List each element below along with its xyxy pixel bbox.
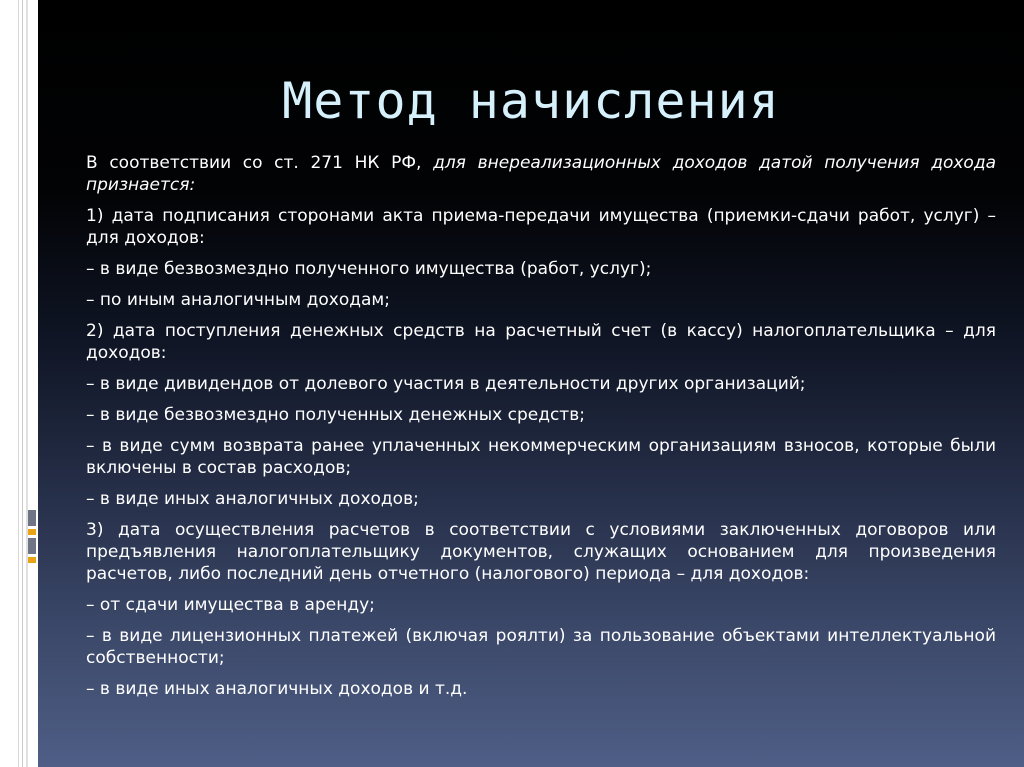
paragraph: 2) дата поступления денежных средств на расчетный счет (в кассу) налогоплательщика – для доходов: (86, 321, 996, 363)
accent-block-gray (28, 538, 36, 554)
accent-block-orange (28, 557, 36, 563)
paragraph: – от сдачи имущества в аренду; (86, 595, 375, 615)
paragraph: – в виде безвозмездно полученных денежных средств; (86, 405, 585, 425)
paragraph: – в виде безвозмездно полученного имущества (работ, услуг); (86, 259, 652, 279)
stripe-line (26, 0, 28, 767)
stripe-line (18, 0, 19, 767)
paragraph: – в виде сумм возврата ранее уплаченных некоммерческим организациям взносов, которые были включены в состав расходов; (86, 436, 996, 478)
intro-paragraph (86, 152, 996, 196)
stripe-line (22, 0, 23, 767)
paragraph: – в виде иных аналогичных доходов и т.д. (86, 679, 468, 699)
decorative-side-stripes (0, 0, 38, 767)
slide-title: Метод начисления (282, 72, 780, 130)
accent-block-gray (28, 510, 36, 526)
accent-block-orange (28, 529, 36, 535)
intro-italic-text: для внереализационных доходов датой получения дохода признается: (86, 153, 996, 195)
paragraph: 1) дата подписания сторонами акта приема-передачи имущества (приемки-сдачи работ, услуг) – для доходов: (86, 206, 996, 248)
slide-body (86, 152, 996, 709)
paragraph: – по иным аналогичным доходам; (86, 290, 390, 310)
paragraph: – в виде иных аналогичных доходов; (86, 489, 419, 509)
paragraph: 3) дата осуществления расчетов в соответствии с условиями заключенных договоров или предъявления налогоплательщику документов, служащих основанием для произведения расчетов, либо последний день отчетного (налогового) периода – для доходов: (86, 520, 996, 584)
intro-text: В соответствии со ст. 271 НК РФ, (86, 153, 434, 173)
paragraph: – в виде лицензионных платежей (включая роялти) за пользование объектами интеллектуальной собственности; (86, 626, 996, 668)
paragraph: – в виде дивидендов от долевого участия в деятельности других организаций; (86, 374, 806, 394)
